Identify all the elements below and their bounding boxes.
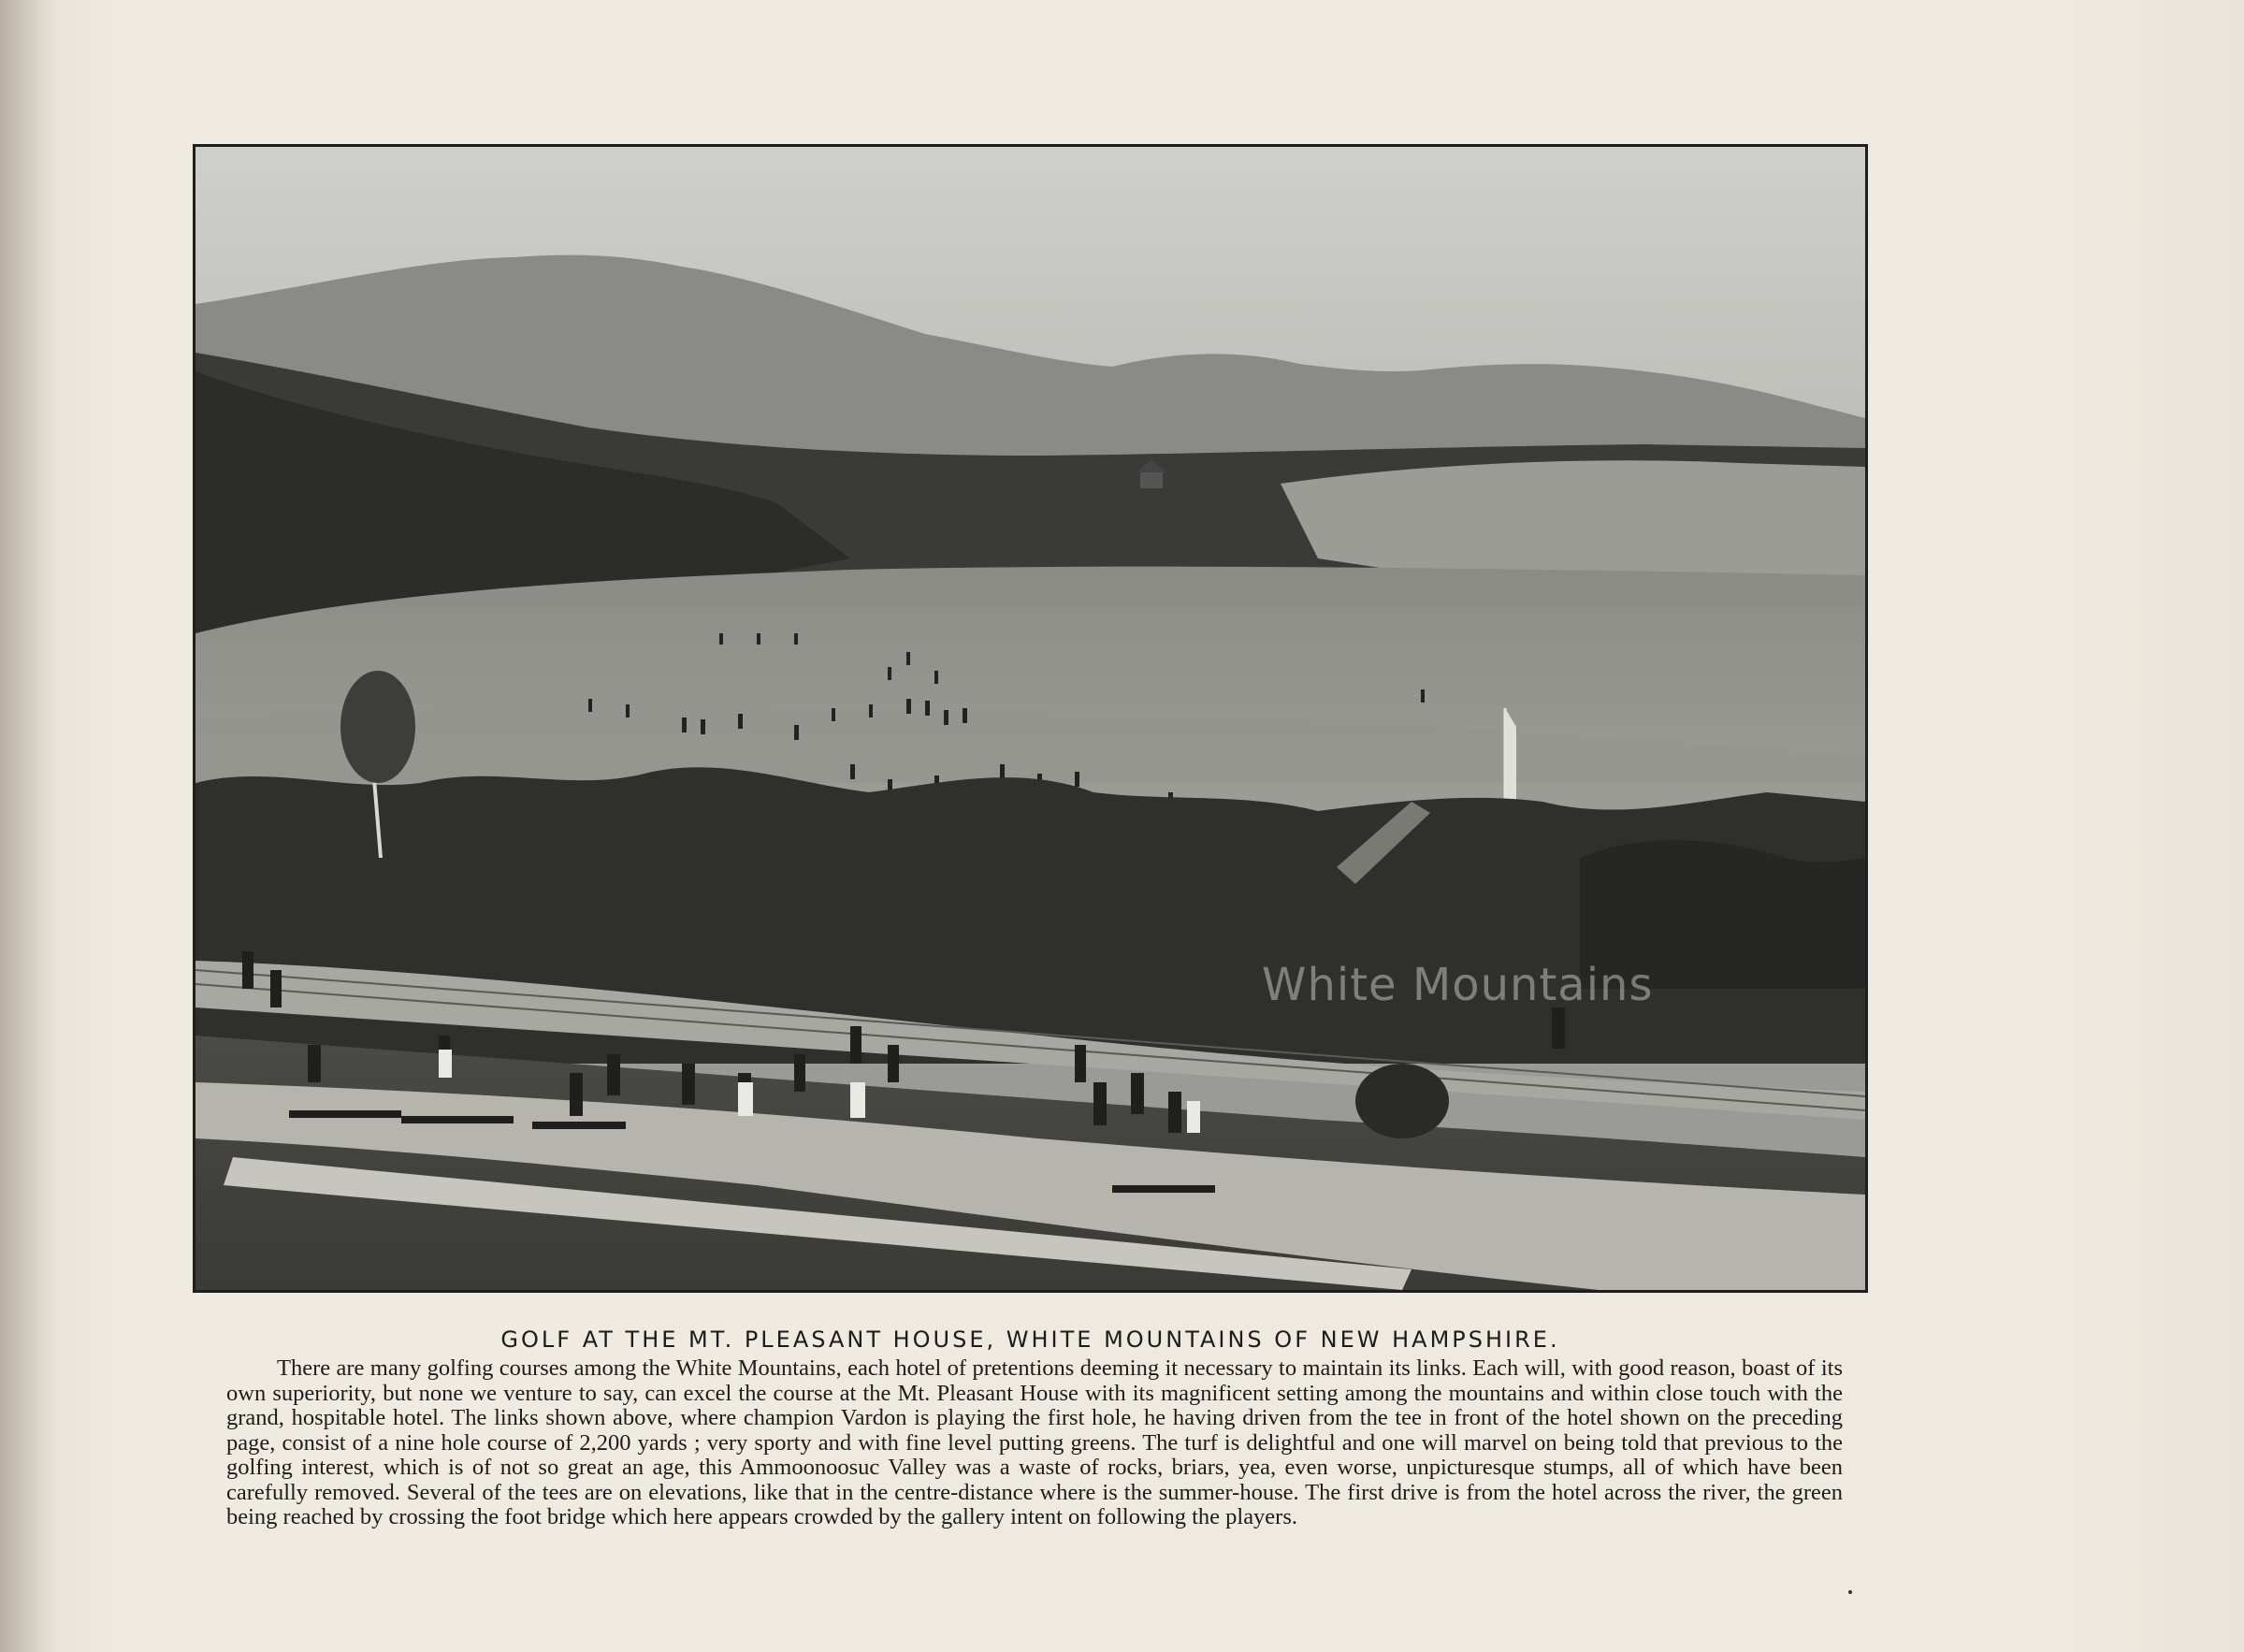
caption-title: GOLF AT THE MT. PLEASANT HOUSE, WHITE MOUNTAINS OF NEW HAMPSHIRE. [500,1326,1560,1353]
golf-course-photograph [195,147,1865,1290]
photograph-plate [193,144,1868,1293]
caption-body: There are many golfing courses among the White Mountains, each hotel of pretentions deeming it necessary to maintain its links. Each will, with good reason, boast of its own superiority, but none we venture to say, can excel the course at the Mt. Pleasant House with its magnificent setting among the mountains and within close touch with the grand, hospitable hotel. The links shown above, where champion Vardon is playing the first hole, he having driven from the tee in front of the hotel shown on the preceding page, consist of a nine hole course of 2,200 yards ; very sporty and with fine level putting greens. The turf is delightful and one will marvel on being told that previous to the golfing interest, which is of not so great an age, this Ammoonoosuc Valley was a waste of rocks, briars, yea, even worse, unpicturesque stumps, all of which have been carefully removed. Several of the tees are on elevations, like that in the centre-distance where is the summer-house. The first drive is from the hotel across the river, the green being reached by crossing the foot bridge which here appears crowded by the gallery intent on following the players. [226,1355,1843,1529]
watermark: White Mountains [1262,959,1654,1011]
page-gutter-shadow [0,0,56,1652]
summer-house [1140,471,1163,488]
print-mark [1848,1590,1852,1594]
shrub [1355,1064,1449,1138]
